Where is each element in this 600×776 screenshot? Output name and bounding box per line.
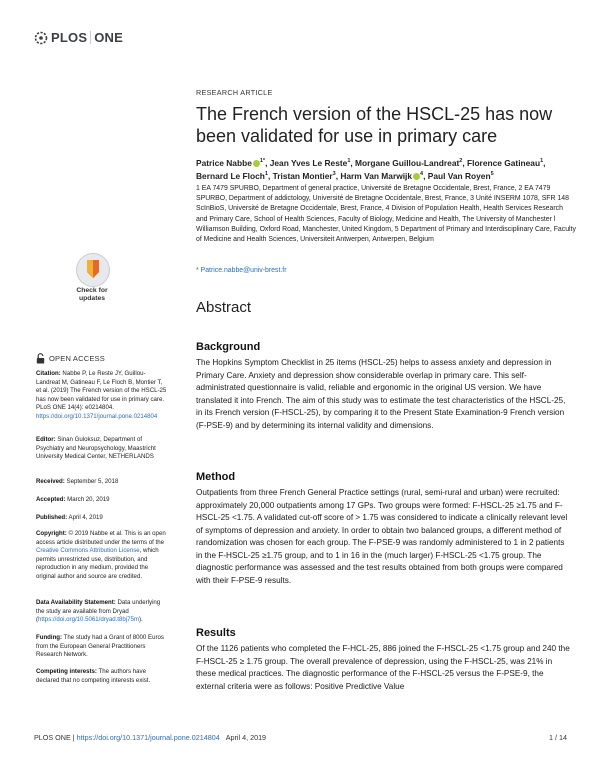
- footer-date: April 4, 2019: [225, 733, 267, 742]
- logo-one-text: ONE: [94, 30, 123, 45]
- funding-block: [36, 634, 168, 660]
- page-footer: [34, 733, 567, 742]
- logo-plos-text: PLOS: [51, 30, 88, 45]
- received-block: [36, 478, 168, 487]
- author-name: Florence Gatineau: [467, 157, 541, 168]
- author-name: Harm Van Marwijk: [340, 171, 413, 182]
- citation-block: [36, 370, 168, 422]
- author-affiliation-sup: 1: [347, 158, 351, 164]
- author-affiliation-sup: 1: [264, 171, 268, 178]
- data-availability-label: Data Availability Statement:: [36, 599, 116, 606]
- editor-text: Sinan Guloksuz, Department of Psychiatry and Neuropsychology, Maastricht University Medical Center, NETHERLANDS: [36, 436, 156, 461]
- results-heading: Results: [196, 627, 236, 639]
- abstract-heading: Abstract: [196, 299, 252, 316]
- orcid-icon[interactable]: [253, 160, 260, 167]
- author-affiliation-sup: 5: [490, 171, 494, 178]
- check-for-updates-label[interactable]: Check for updates: [76, 287, 108, 302]
- funding-label: Funding:: [36, 634, 63, 641]
- author-name: Bernard Le Floch: [196, 171, 265, 182]
- article-type-label: RESEARCH ARTICLE: [196, 88, 273, 97]
- accepted-block: [36, 496, 168, 505]
- author-name: Morgane Guillou-Landreat: [355, 157, 460, 168]
- copyright-text-2: , which permits unrestricted use, distribution, and reproduction in any medium, provided the original author and source are credited.: [36, 547, 159, 580]
- author-name: Jean Yves Le Reste: [269, 157, 348, 168]
- citation-label: Citation:: [36, 370, 61, 377]
- received-date: September 5, 2018: [66, 478, 119, 485]
- data-availability-text: Data underlying the study are available from Dryad (: [36, 599, 161, 624]
- received-label: Received:: [36, 478, 65, 485]
- method-text: Outpatients from three French General Practice settings (rural, semi-rural and urban) were recruited: approximately 20,000 outpatients among 17 GPs. Two groups were formed: F-HSCL-25 ≥1.75 and F-HSCL-25 <1.75. A validated cut-off score of > 1.75 was considered to indicate a clinically relevant level of symptoms of depression and anxiety. In order to obtain two balanced groups, a different method of randomization was chosen for each group. The F-PSE-9 was randomly administered to 1 in 2 patients in the F-HSCL-25 ≥1.75 group, and to 1 in 16 in the (much larger) F-HSCL-25 <1.75 group. The diagnostic performance was assessed and the test results obtained from both groups were compared with their F-PSE-9 results.: [196, 488, 568, 585]
- author-affiliation-sup: 1: [540, 158, 544, 164]
- background-text: The Hopkins Symptom Checklist in 25 items (HSCL-25) helps to assess anxiety and depression in Primary Care. Anxiety and depression show considerable overlap in primary care. This self-administrated questionnaire is valid, reliable and ergonomic in the original US version. We have translated it into French. The aim of this study was to estimate the test characteristics of the HSCL-25, in its French version (F-HSCL-25), by comparing it to the Present State Examination-9 French version (F-PSE-9) and by determining its internal validity and dimensions.: [196, 358, 566, 430]
- orcid-icon[interactable]: [413, 173, 420, 180]
- copyright-text: © 2019 Nabbe et al. This is an open access article distributed under the terms of the: [36, 530, 166, 546]
- copyright-block: [36, 530, 168, 582]
- author-item: Florence Gatineau$^1$,: [467, 157, 546, 168]
- results-text: Of the 1126 patients who completed the F-HCL-25, 886 joined the F-HSCL-25 <1.75 group and 240 the F-HSCL-25 ≥ 1.75 group. The overall prevalence of depression, using the F-HSCL-25, was 21% in these medical practices. The diagnostic performance of the F-HSCL-25 versus the F-PSE-9, the external criteria were as follows: Positive Predictive Value: [196, 644, 570, 691]
- affiliations: 1 EA 7479 SPURBO, Department of general practice, Université de Bretagne Occidentale, Brest, France, 2 EA 7479 SPURBO, Department of addictology, Université de Bretagne Occidentale, Brest, France, 3 Unité INSERM 1078, SFR 148 ScInBioS, Université de Bretagne Occidentale, Brest, France, 4 Division of Population Health, Health Services Research and Primary Care, School of Health Sciences, Faculty of Biology, Medicine and Health, The University of Manchester l Williamson Building, Oxford Road, Manchester, United Kingdom, 5 Department of Primary and Interdisciplinary Care, Faculty of Medicine and Health Sciences, Universiteit Antwerpen, Antwerpen, Belgium: [196, 185, 576, 244]
- license-link[interactable]: Creative Commons Attribution License: [36, 547, 140, 555]
- check-for-updates-icon[interactable]: [76, 253, 110, 287]
- author-item: Jean Yves Le Reste$^1$,: [269, 157, 356, 168]
- editor-block: [36, 436, 168, 462]
- footer-doi-link[interactable]: https://doi.org/10.1371/journal.pone.0214804: [76, 733, 220, 742]
- footer-separator: |: [70, 733, 77, 742]
- open-access-label: OPEN ACCESS: [49, 354, 105, 363]
- accepted-date: March 20, 2019: [67, 496, 110, 503]
- dryad-link[interactable]: https://doi.org/10.5061/dryad.t8bj75m: [38, 616, 139, 624]
- accepted-label: Accepted:: [36, 496, 66, 503]
- competing-interests-text: The authors have declared that no competing interests exist.: [36, 668, 151, 684]
- open-access-badge: [36, 353, 105, 364]
- author-name: Tristan Montier: [272, 171, 333, 182]
- data-availability-close: ).: [138, 616, 143, 624]
- plos-logo-icon: [34, 31, 48, 45]
- author-affiliation-sup: 4: [420, 171, 424, 178]
- author-item: Bernard Le Floch$^1$,: [196, 171, 273, 182]
- corresponding-email-link[interactable]: * Patrice.nabbe@univ-brest.fr: [196, 267, 287, 274]
- author-affiliation-sup: 3: [332, 171, 336, 178]
- footer-journal: PLOS ONE: [34, 733, 71, 742]
- open-access-lock-icon: [36, 353, 45, 364]
- check-badge-icon: [77, 254, 109, 286]
- author-affiliation-sup: 2: [459, 158, 463, 164]
- author-item: Patrice Nabbe $^{1*}$,: [196, 157, 270, 168]
- article-title: The French version of the HSCL-25 has now been validated for use in primary care: [196, 104, 553, 146]
- author-name: Patrice Nabbe: [196, 157, 252, 168]
- page-number: 1 / 14: [549, 733, 567, 742]
- published-date: April 4, 2019: [68, 514, 103, 521]
- author-name: Paul Van Royen: [427, 171, 491, 182]
- published-label: Published:: [36, 514, 68, 521]
- competing-interests-block: [36, 668, 168, 685]
- author-item: Tristan Montier$^3$,: [272, 171, 341, 182]
- author-affiliation-sup: 1*: [259, 158, 266, 164]
- author-list: [196, 156, 576, 183]
- citation-doi-link[interactable]: https://doi.org/10.1371/journal.pone.0214804: [36, 412, 158, 420]
- author-item: [428, 171, 494, 181]
- journal-logo[interactable]: [34, 30, 123, 45]
- published-block: [36, 514, 168, 523]
- background-heading: Background: [196, 341, 261, 353]
- author-item: Harm Van Marwijk $^4$,: [340, 171, 428, 182]
- competing-interests-label: Competing interests:: [36, 668, 97, 675]
- copyright-label: Copyright:: [36, 530, 67, 537]
- author-item: Morgane Guillou-Landreat$^2$,: [355, 157, 467, 168]
- editor-label: Editor:: [36, 436, 56, 443]
- citation-text: Nabbe P, Le Reste JY, Guillou-Landreat M, Gatineau F, Le Floch B, Montier T, et al. (2019) The French version of the HSCL-25 has now been validated for use in primary care. PLoS ONE 14(4): e0214804.: [36, 370, 167, 412]
- method-heading: Method: [196, 471, 236, 483]
- data-availability-block: [36, 599, 168, 625]
- funding-text: The study had a Grant of 8000 Euros from the European General Practitioners Research Network.: [36, 634, 164, 659]
- logo-divider: [90, 31, 91, 44]
